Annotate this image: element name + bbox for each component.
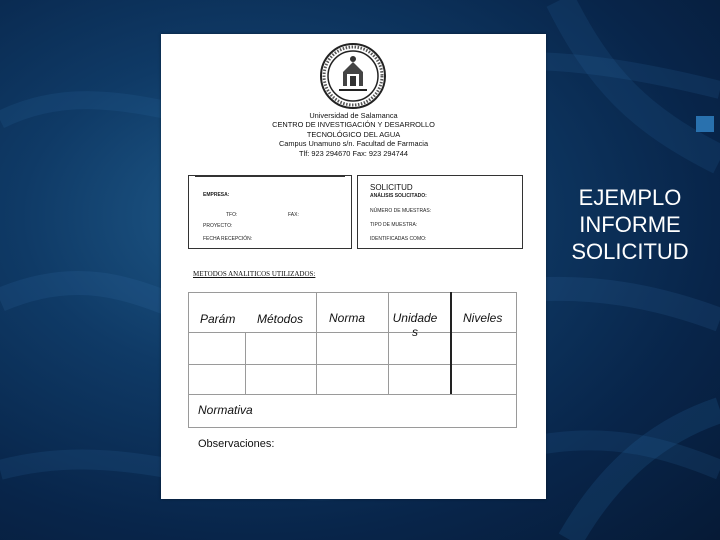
fecha-recepcion-label: FECHA RECEPCIÓN:: [203, 236, 253, 242]
column-header-param: Parám: [200, 312, 236, 326]
slide-title-line-1: EJEMPLO: [578, 185, 682, 210]
letterhead-line: Universidad de Salamanca: [309, 111, 398, 120]
tfo-label: TFO:: [226, 212, 238, 218]
university-seal-icon: [319, 42, 387, 110]
column-header-metodos: Métodos: [257, 312, 304, 326]
empresa-label: EMPRESA:: [203, 192, 230, 198]
slide-title-line-3: SOLICITUD: [571, 239, 689, 264]
column-header-unidades: Unidade s: [392, 311, 438, 339]
tipo-muestra-label: TIPO DE MUESTRA:: [370, 222, 418, 228]
client-info-box: [188, 175, 352, 249]
document-sheet: [161, 34, 546, 499]
letterhead-line: Tlf: 923 294670 Fax: 923 294744: [299, 148, 408, 158]
letterhead-line: Campus Unamuno s/n. Facultad de Farmacia: [278, 139, 429, 149]
slide-title-line-2: INFORME: [579, 212, 681, 237]
identificadas-label: IDENTIFICADAS COMO:: [370, 236, 427, 242]
numero-muestras-label: NÚMERO DE MUESTRAS:: [370, 208, 432, 214]
request-info-box: [357, 175, 523, 249]
column-header-norma: Norma: [329, 311, 366, 325]
analisis-solicitado-label: ANÁLISIS SOLICITADO:: [370, 193, 427, 199]
accent-bar: [696, 116, 714, 132]
metodos-heading: METODOS ANALITICOS UTILIZADOS:: [193, 270, 316, 278]
letterhead-address: [201, 111, 506, 158]
slide-title: [560, 184, 700, 265]
letterhead-line: CENTRO DE INVESTIGACIÓN Y DESARROLLO: [272, 120, 435, 130]
letterhead-line: TECNOLÓGICO DEL AGUA: [306, 129, 401, 139]
proyecto-label: PROYECTO:: [203, 223, 233, 229]
fax-label: FAX:: [288, 212, 299, 218]
observaciones-label: Observaciones:: [198, 438, 275, 450]
normativa-label: Normativa: [198, 403, 253, 417]
solicitud-title: SOLICITUD: [370, 183, 413, 192]
analysis-table: [188, 292, 517, 428]
column-header-niveles: Niveles: [463, 311, 503, 325]
